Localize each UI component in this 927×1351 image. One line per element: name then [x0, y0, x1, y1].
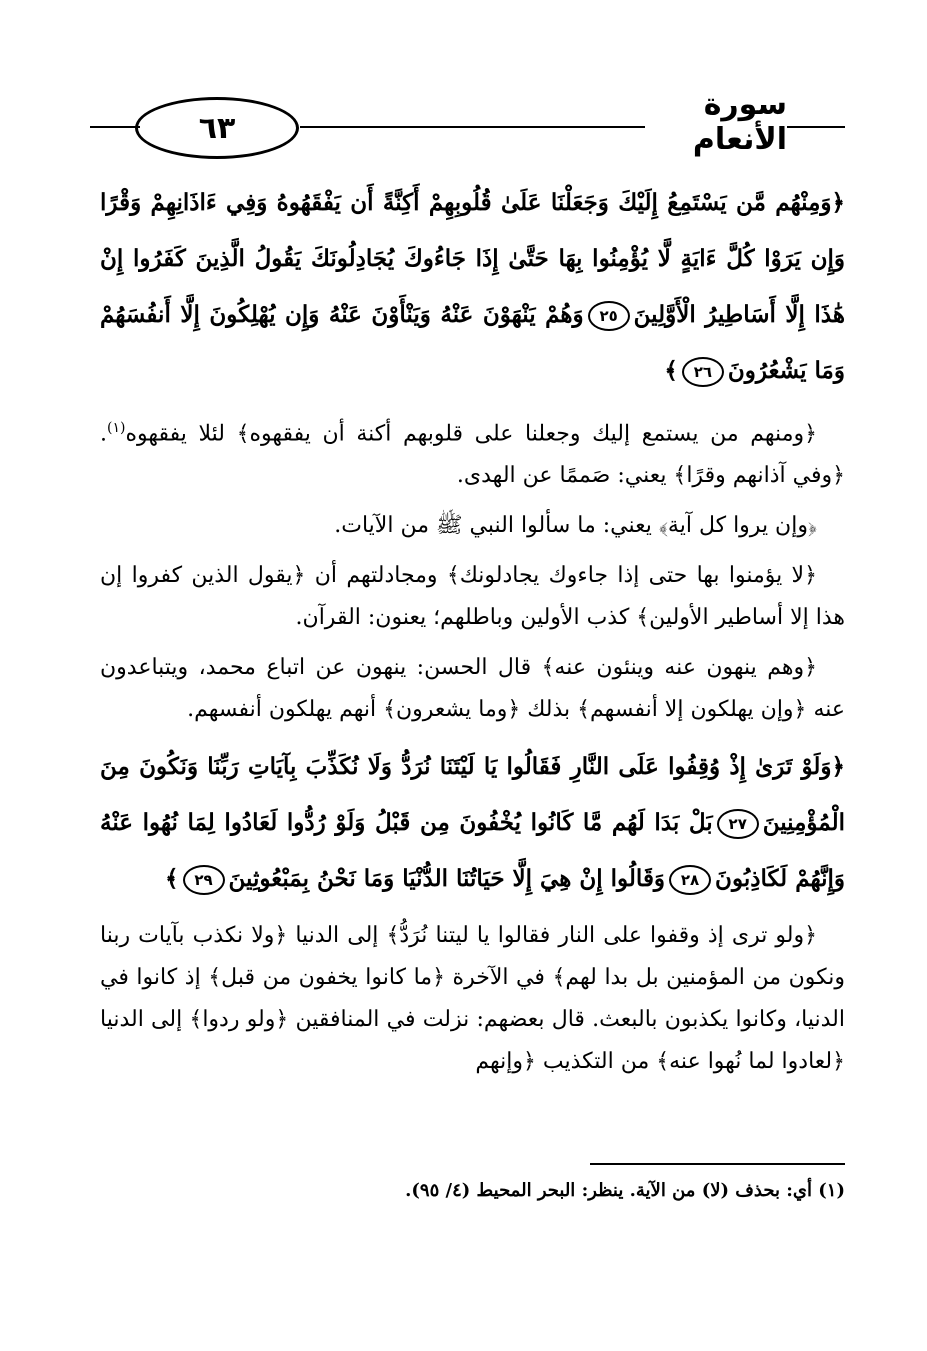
commentary-text: ﴿ومنهم من يستمع إليك وجعلنا على قلوبهم أكنة أن يفقهوه﴾ لئلا يفقهوه — [125, 421, 817, 447]
header-rule-right — [787, 126, 845, 128]
footnote-ref: (١) — [107, 420, 126, 436]
header-rule-left — [90, 126, 140, 128]
footnote-divider — [590, 1163, 845, 1165]
commentary-paragraph: ﴿وهم ينهون عنه وينئون عنه﴾ قال الحسن: ينهون عن اتباع محمد، ويتباعدون عنه ﴿وإن يهلكون إلا أنفسهم﴾ بذلك ﴿وما يشعرون﴾ أنهم يهلكون أنفسهم. — [100, 655, 845, 723]
page-header — [85, 87, 845, 162]
verse-close-bracket: ﴾ — [664, 357, 678, 384]
commentary-paragraph — [100, 407, 845, 497]
verse-text: وَهُمْ يَنْهَوْنَ عَنْهُ وَيَنْأَوْنَ عَنْهُ وَإِن يُهْلِكُونَ إِلَّا أَنفُسَهُمْ وَمَا يَشْعُرُونَ — [100, 301, 845, 384]
page-body — [100, 175, 845, 1091]
ayah-number-28: ٢٨ — [669, 865, 711, 895]
verse-text: بَلْ بَدَا لَهُم مَّا كَانُوا يُخْفُونَ مِن قَبْلُ وَلَوْ رُدُّوا لَعَادُوا لِمَا نُهُوا عَنْهُ وَإِنَّهُمْ لَكَاذِبُونَ — [100, 809, 845, 893]
commentary-paragraph: ﴿لا يؤمنوا بها حتى إذا جاءوك يجادلونك﴾ ومجادلتهم أن ﴿يقول الذين كفروا إن هذا إلا أساطير الأولين﴾ كذب الأولين وباطلهم؛ يعنون: القرآن. — [100, 563, 845, 631]
footnote: (١) أي: بحذف (لا) من الآية. ينظر: البحر المحيط (٤/ ٩٥). — [405, 1180, 845, 1201]
commentary-paragraph: ﴿ولو ترى إذ وقفوا على النار فقالوا يا ليتنا نُرَدُّ﴾ إلى الدنيا ﴿ولا نكذب بآيات ربنا ونكون من المؤمنين بل بدا لهم﴾ في الآخرة ﴿ما كانوا يخفون من قبل﴾ إذ كانوا في الدنيا، وكانوا يكذبون بالبعث. قال بعضهم: نزلت في المنافقين ﴿ولو ردوا﴾ إلى الدنيا ﴿لعادوا لما نُهوا عنه﴾ من التكذيب ﴿وإنهم — [100, 923, 845, 1075]
commentary-paragraph: ﴿وإن يروا كل آية﴾ يعني: ما سألوا النبي ﷺ من الآيات. — [334, 513, 817, 539]
header-rule-middle — [300, 126, 645, 128]
quran-verses-25-26 — [100, 175, 845, 399]
ayah-number-29: ٢٩ — [183, 865, 225, 895]
quran-verses-27-29 — [100, 739, 845, 907]
ayah-number-26: ٢٦ — [682, 357, 724, 387]
verse-text: وَقَالُوا إِنْ هِيَ إِلَّا حَيَاتُنَا الدُّنْيَا وَمَا نَحْنُ بِمَبْعُوثِينَ — [228, 865, 666, 893]
verse-text: ﴿وَمِنْهُم مَّن يَسْتَمِعُ إِلَيْكَ وَجَعَلْنَا عَلَىٰ قُلُوبِهِمْ أَكِنَّةً أَن يَفْقَهُوهُ وَفِي ءَاذَانِهِمْ وَقْرًا وَإِن يَرَوْا كُلَّ ءَايَةٍ لَّا يُؤْمِنُوا بِهَا حَتَّىٰ إِذَا جَاءُوكَ يُجَادِلُونَكَ يَقُولُ الَّذِينَ كَفَرُوا إِنْ هَٰذَا إِلَّا أَسَاطِيرُ الْأَوَّلِينَ — [100, 189, 845, 328]
verse-text: ﴿وَلَوْ تَرَىٰ إِذْ وُقِفُوا عَلَى النَّارِ فَقَالُوا يَا لَيْتَنَا نُرَدُّ وَلَا نُكَذِّبَ بِآيَاتِ رَبِّنَا وَنَكُونَ مِنَ الْمُؤْمِنِينَ — [100, 753, 845, 837]
page-number: ٦٣ — [135, 97, 299, 159]
verse-close-bracket: ﴾ — [165, 865, 179, 893]
surah-title: سورة الأنعام — [692, 87, 787, 157]
ayah-number-27: ٢٧ — [717, 809, 759, 839]
ayah-number-25: ٢٥ — [588, 301, 630, 331]
commentary-text: . ﴿وفي آذانهم وقرًا﴾ يعني: صَممًا عن الهدى. — [100, 421, 845, 489]
